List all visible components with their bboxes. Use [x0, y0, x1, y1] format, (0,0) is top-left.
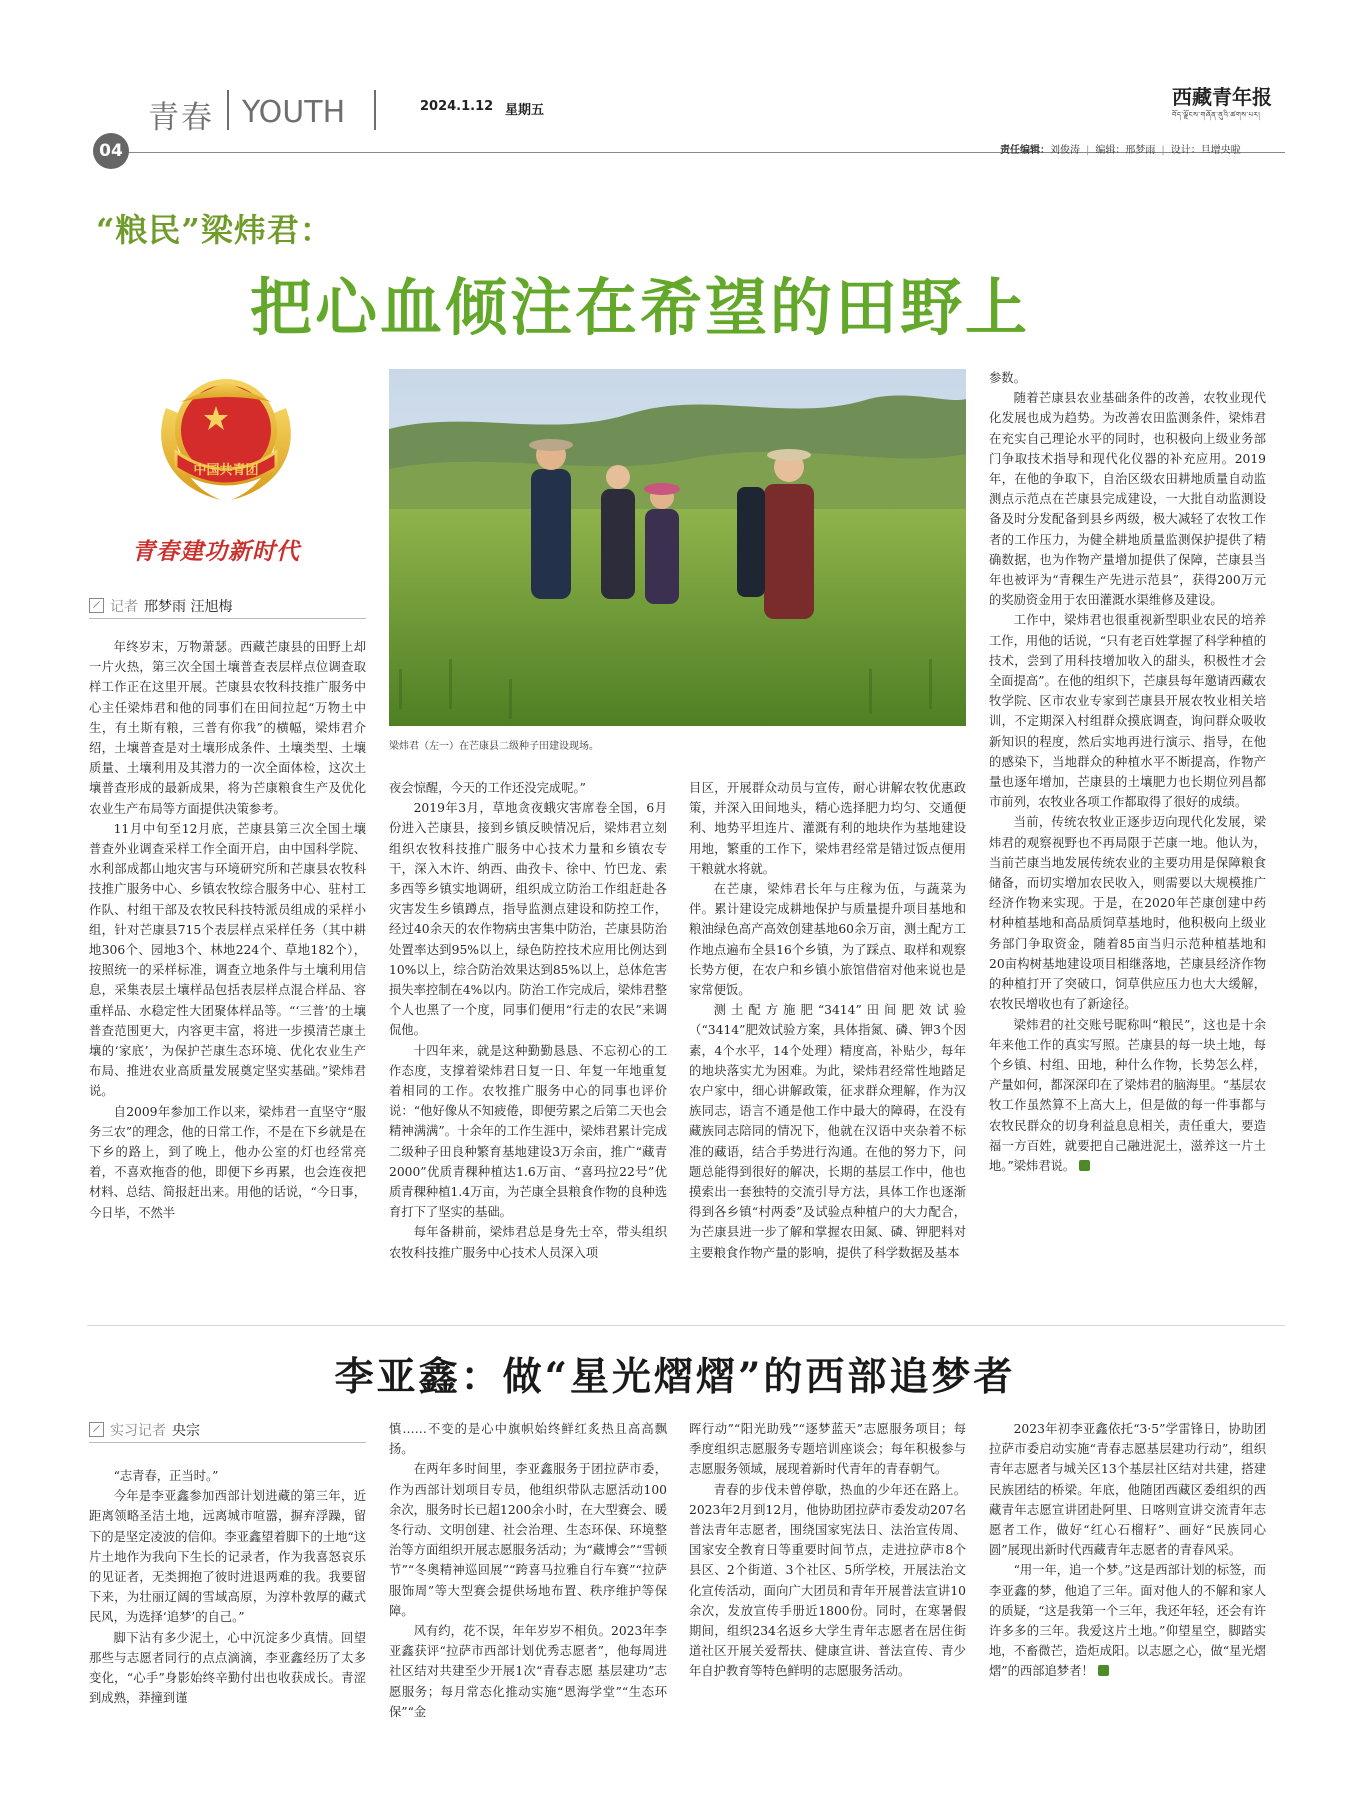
field-photo — [389, 369, 966, 726]
article-column — [89, 1466, 366, 1708]
end-mark-icon — [1098, 1665, 1109, 1676]
pen-icon — [89, 1422, 104, 1437]
paragraph: 每年备耕前，梁炜君总是身先士卒，带头组织农牧科技推广服务中心技术人员深入项 — [389, 1225, 667, 1260]
editor-credits: 责任编辑：刘俊涛 | 编辑：邢梦雨 | 设计：旦增央啦 — [1000, 145, 1241, 156]
section-title-cn: 青春 — [148, 100, 214, 136]
emblem-text: 中国共青团 — [193, 463, 259, 478]
paragraph: 晖行动”“阳光助残”“逐梦蓝天”志愿服务项目；每季度组织志愿服务专题培训座谈会；每年积极参与志愿服务领域，展现着新时代青年的青春朝气。 — [689, 1422, 966, 1477]
article-byline — [89, 1420, 200, 1440]
paragraph: 自2009年参加工作以来，梁炜君一直坚守“服务三农”的理念，他的日常工作，不是在下乡就是在下乡的路上，到了晚上，他办公室的灯也经常亮着，不喜欢拖沓的他，即便下乡再累，也会连夜把材料、总结、简报赶出来。用他的话说，“今日事，今日毕，不然半 — [89, 1104, 366, 1220]
paragraph: “志青春，正当时。” — [113, 1469, 219, 1483]
paragraph: 青春的步伐未曾停歇，热血的少年还在路上。2023年2月到12月，他协助团拉萨市委发动207名普法青年志愿者，围绕国家宪法日、法治宣传周、国家安全教育日等重要时间节点，走进拉萨市8个县区、2个街道、3个社区、5所学校，开展法治文化宣传活动，面向广大团员和青年开展普法宣讲10余次，发放宣传手册近1800份。同时，在寒暑假期间，组织234名返乡大学生青年志愿者在居住街道社区开展关爱帮扶、健康宣讲、普法宣传、青少年自护教育等特色鲜明的志愿服务活动。 — [689, 1482, 966, 1679]
pen-icon — [89, 598, 104, 613]
section-title-en: YOUTH — [242, 95, 346, 130]
paragraph: 夜会惊醒，今天的工作还没完成呢。” — [389, 781, 586, 795]
byline-rule — [89, 618, 366, 619]
paragraph: 慎……不变的是心中旗帜始终鲜红炙热且高高飘扬。 — [389, 1422, 667, 1457]
issue-date: 2024.1.12 — [420, 99, 494, 114]
article-column — [89, 637, 366, 1223]
header-divider — [227, 90, 229, 130]
paragraph-text: “用一年，追一个梦。”这是西部计划的标签，而李亚鑫的梦，他追了三年。面对他人的不解和家人的质疑，“这是我第一个三年，我还年轻，还会有许许多多的三年。我爱这片土地。”仰望星空，脚踏实地，不畜微芒，造炬成阳。以志愿之心，做“星光熠熠”的西部追梦者！ — [989, 1563, 1266, 1679]
paragraph — [989, 1560, 1266, 1681]
paragraph: 年终岁末，万物萧瑟。西藏芒康县的田野上却一片火热，第三次全国土壤普查表层样点位调查取样工作正在这里开展。芒康县农牧科技推广服务中心主任梁炜君和他的同事们在田间拉起“万物土中生，有土斯有粮，三普有你我”的横幅，梁炜君介绍，土壤普查是对土壤形成条件、土壤类型、土壤质量、土壤利用及其潜力的一次全面体检，这次土壤普查形成的最新成果，将为芒康粮食生产及优化农业生产布局等方面提供决策参考。 — [89, 640, 366, 816]
paragraph: 目区，开展群众动员与宣传，耐心讲解农牧优惠政策，并深入田间地头，精心选择肥力均匀、交通便利、地势平坦连片、灌溉有利的地块作为基地建设用地，繁重的工作下，梁炜君经常是错过饭点便用干粮就水将就。 — [689, 781, 966, 876]
paragraph: 当前，传统农牧业正逐步迈向现代化发展，梁炜君的观察视野也不再局限于芒康一地。他认为，当前芒康当地发展传统农业的主要功用是保障粮食储备，而切实增加农民收入，则需要以大规模推广经济作物来实现。于是，在2020年芒康创建中药材种植基地和高品质饲草基地时，他积极向上级业务部门争取资金，随着85亩当归示范种植基地和20亩构树基地建设项目相继落地，芒康县经济作物的种植打开了突破口，饲草供应压力也大大缓解，农牧民增收也有了新途径。 — [989, 815, 1266, 1012]
article-column — [389, 1419, 667, 1722]
campaign-slogan: 青春建功新时代 — [132, 538, 300, 565]
issue-weekday: 星期五 — [505, 103, 545, 118]
paragraph: 随着芒康县农业基础条件的改善，农牧业现代化发展也成为趋势。为改善农田监测条件，梁炜君在充实自己理论水平的同时，也积极向上级业务部门争取技术指导和现代化仪器的补充应用。2019年，在他的争取下，自治区级农田耕地质量自动监测点示范点在芒康县完成建设，一大批自动监测设备及时分发配备到县乡两级，极大减轻了农牧工作者的工作压力，为健全耕地质量监测保护提供了精确数据，也为作物产量增加提供了保障，芒康县当年也被评为“青稞生产先进示范县”，获得200万元的奖励资金用于农田灌溉水渠维修及建设。 — [989, 391, 1266, 608]
paragraph: 参数。 — [989, 371, 1026, 385]
photo-caption: 梁炜君（左一）在芒康县二级种子田建设现场。 — [389, 741, 599, 752]
paragraph: 2023年初李亚鑫依托“3·5”学雷锋日，协助团拉萨市委启动实施“青春志愿基层建功行动”，组织青年志愿者与城关区13个基层社区结对共建，搭建民族团结的桥梁。年底，他随团西藏区委组织的西藏青年志愿宣讲团赴阿里、日喀则宣讲交流青年志愿者工作，做好“红心石榴籽”、画好“民族同心圆”展现出新时代西藏青年志愿者的青春风采。 — [989, 1422, 1266, 1558]
byline-rule — [89, 1442, 366, 1443]
credit-label: 责任编辑： — [1000, 145, 1050, 156]
paragraph: 十四年来，就是这种勤勤恳恳、不忘初心的工作态度，支撑着梁炜君日复一日、年复一年地重复着相同的工作。农牧推广服务中心的同事也评价说：“他好像从不知疲倦，即便劳累之后第二天也会精神满满”。十余年的工作生涯中，梁炜君累计完成二级种子田良种繁育基地建设3万余亩，推广“藏青2000”优质青稞种植达1.6万亩、“喜玛拉22号”优质青稞种植1.4万亩，为芒康全县粮食作物的良种选育打下了坚实的基础。 — [389, 1043, 667, 1220]
article-column — [989, 1419, 1266, 1682]
header-divider — [374, 90, 376, 130]
article-byline — [89, 596, 232, 616]
paragraph: 工作中，梁炜君也很重视新型职业农民的培养工作，用他的话说，“只有老百姓掌握了科学种植的技术，尝到了用科技增加收入的甜头，积极性才会全面提高”。在他的组织下，芒康县每年邀请西藏农牧学院、区市农业专家到芒康县开展农牧业相关培训，不定期深入村组群众摸底调查，询问群众吸收新知识的程度，然后实地再进行演示、指导，在他的感染下，当地群众的种植水平不断提高，作物产量也逐年增加，芒康县的土壤肥力也长期位列昌都市前列，农牧业各项工作都取得了很好的成绩。 — [989, 613, 1266, 810]
paragraph: 今年是李亚鑫参加西部计划进藏的第三年，近距离领略圣洁土地，远离城市喧嚣，摒弃浮躁，留下的是坚定凌波的信仰。李亚鑫望着脚下的土地“这片土地作为我向下生长的记录者，作为我喜怒哀乐的见证者，无类拥抱了彼时进退两难的我。我要留下来，为壮丽辽阔的雪域高原，为淳朴敦厚的藏式民风，为选择‘追梦’的自己。” — [89, 1489, 366, 1625]
byline-role: 记者 — [110, 599, 138, 615]
credit-name: 刘俊涛 — [1050, 145, 1080, 156]
paragraph: 脚下沾有多少泥土，心中沉淀多少真情。回望那些与志愿者同行的点点滴滴，李亚鑫经历了太多变化，“心手”身影始终辛勤付出也收获成长。青涩到成熟，莽撞到谨 — [89, 1630, 366, 1706]
article-column — [689, 1419, 966, 1682]
article-column — [989, 368, 1266, 1176]
paragraph: 在两年多时间里，李亚鑫服务于团拉萨市委，作为西部计划项目专员，他组织带队志愿活动100余次，服务时长已超1200余小时，在大型赛会、暖冬行动、文明创建、社会治理、生态环保、环境整治等方面组织开展志愿服务活动；为“藏博会”“雪顿节”“冬奥精神巡回展”“跨喜马拉雅自行车赛”“拉萨服饰周”等大型赛会提供场地布置、秩序维护等保障。 — [389, 1462, 667, 1618]
paragraph-text: 梁炜君的社交账号昵称叫“粮民”，这也是十余年来他工作的真实写照。芒康县的每一块土地，每个乡镇、村组、田地，种什么作物，长势怎么样，产量如何，都深深印在了梁炜君的脑海里。“基层农牧工作虽然算不上高大上，但是做的每一件事都与农牧民群众的切身利益息息相关，责任重大，要造福一方百姓，就要把自己融进泥土，滋养这一片土地。”梁炜君说。 — [989, 1017, 1266, 1173]
article-headline: 把心血倾注在希望的田野上 — [250, 271, 1031, 344]
paragraph: 风有约，花不误，年年岁岁不相负。2023年李亚鑫获评“拉萨市西部计划优秀志愿者”，他每周进社区结对共建至少开展1次“青春志愿 基层建功”志愿服务；每月常态化推动实施“恩海学堂”“生态环保”“金 — [389, 1624, 667, 1719]
credit-name: 旦增央啦 — [1200, 145, 1241, 156]
credit-label: 设计： — [1170, 145, 1201, 156]
article-headline: 李亚鑫：做“星光熠熠”的西部追梦者 — [334, 1354, 1016, 1400]
page-number-badge: 04 — [93, 133, 129, 169]
paragraph: 2019年3月，草地贪夜蛾灾害席卷全国，6月份进入芒康县，接到乡镇反映情况后，梁炜君立刻组织农牧科技推广服务中心技术力量和乡镇农专干，深入木许、纳西、曲孜卡、徐中、竹巴龙、索多西等乡镇实地调研，组织成立防治工作组赶赴各灾害发生乡镇蹲点，指导监测点建设和防控工作，经过40余天的农作物病虫害集中防治，芒康县防治处置率达到95%以上，绿色防控技术应用比例达到10%以上，综合防治效果达到85%以上，总体危害损失率控制在4%以内。防治工作完成后，梁炜君整个人也黑了一个度，同事们便用“行走的农民”来调侃他。 — [389, 801, 667, 1038]
credit-label: 编辑： — [1095, 145, 1126, 156]
paragraph: 测土配方施肥“3414”田间肥效试验（“3414”肥效试验方案，具体指氮、磷、钾3个因素，4个水平，14个处理）精度高，补贴少，每年的地块落实尤为困难。为此，梁炜君经常性地踏足农户家中，细心讲解政策，征求群众理解，作为汉族同志，语言不通是他工作中最大的障碍，在没有藏族同志陪同的情况下，他就在汉语中夹杂着不标准的藏语，结合手势进行沟通。在他的努力下，问题总能得到很好的解决，长期的基层工作中，他也摸索出一套独特的交流引导方法，具体工作也逐渐得到各乡镇“村两委”及试验点种植户的大力配合，为芒康县进一步了解和掌握农田氮、磷、钾肥料对主要粮食作物产量的影响，提供了科学数据及基本 — [689, 1003, 966, 1260]
article-divider — [87, 1325, 1285, 1326]
byline-names: 邢梦雨 汪旭梅 — [144, 599, 233, 615]
masthead-logo: 西藏青年报 — [1172, 85, 1272, 109]
paragraph — [989, 1015, 1266, 1177]
article-column — [389, 778, 667, 1263]
credit-name: 邢梦雨 — [1125, 145, 1156, 156]
paragraph: 11月中旬至12月底，芒康县第三次全国土壤普查外业调查采样工作全面开启，由中国科学院、水利部成都山地灾害与环境研究所和芒康县农牧科技推广服务中心、乡镇农牧综合服务中心、驻村工作队、村组干部及农牧民科技特派员组成的采样小组，针对芒康县715个表层样点采样任务（其中耕地306个、园地3个、林地224个、草地182个），按照统一的采样标准，调查立地条件与土壤利用信息，采集表层土壤样品包括表层样点混合样品、容重样品、水稳定性大团聚体样品等。“‘三普’的土壤普查范围更大，内容更丰富，将进一步摸清芒康土壤的‘家底’，为保护芒康生态环境、优化农业生产布局、推进农业高质量发展奠定坚实基础。”梁炜君说。 — [89, 821, 366, 1099]
end-mark-icon — [1079, 1160, 1090, 1171]
youth-league-emblem — [146, 368, 306, 508]
byline-names: 央宗 — [172, 1423, 200, 1439]
masthead-tibetan: བོད་ལྗོངས་གཞོན་ནུའི་ཚགས་པར། — [1172, 111, 1261, 119]
byline-role: 实习记者 — [110, 1423, 166, 1439]
paragraph: 在芒康，梁炜君长年与庄稼为伍，与蔬菜为伴。累计建设完成耕地保护与质量提升项目基地和粮油绿色高产高效创建基地60余万亩，测土配方工作地点遍布全县16个乡镇，为了踩点、取样和观察长势方便，在农户和乡镇小旅馆借宿对他来说也是家常便饭。 — [689, 882, 966, 998]
article-kicker: “粮民”梁炜君： — [96, 211, 333, 249]
article-column — [689, 778, 966, 1263]
